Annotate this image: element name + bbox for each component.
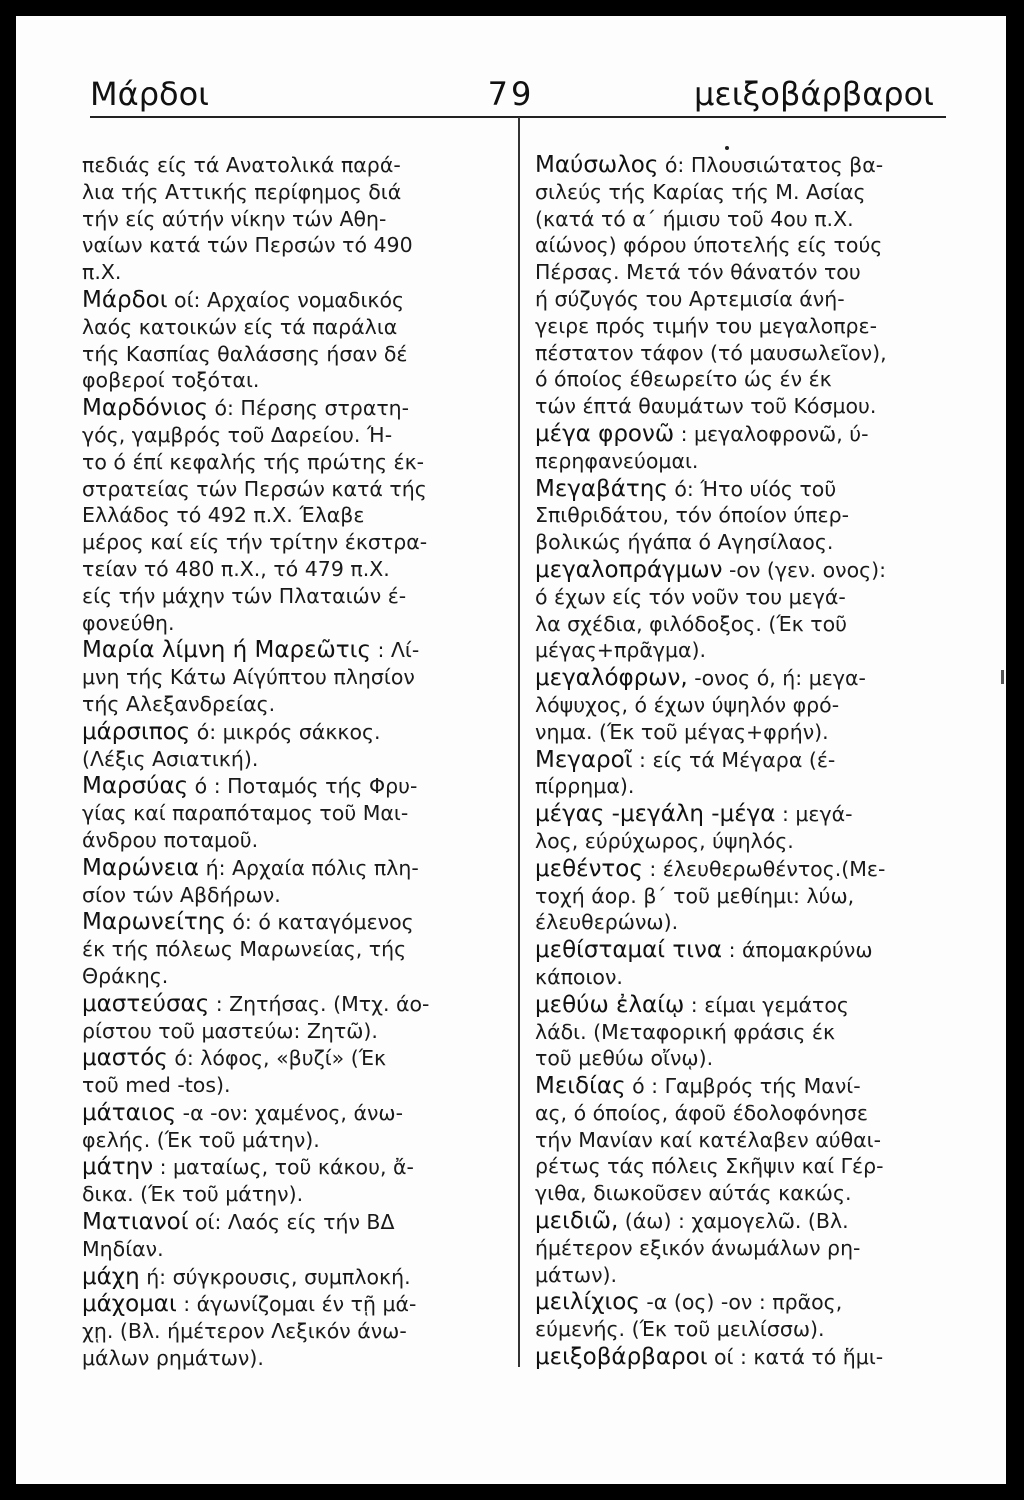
right-guide-word: μειξοβάρβαροι [694, 75, 934, 113]
entry-line [535, 637, 947, 664]
entry-line [535, 1045, 947, 1072]
entry-text: ό όποίος έθεωρείτο ώς έν έκ [535, 367, 832, 392]
dictionary-entry [535, 801, 947, 855]
entry-headword: Μαρωνείτης [82, 909, 226, 936]
entry-line [535, 665, 947, 692]
dictionary-entry [82, 152, 502, 286]
entry-text: π.Χ. [82, 260, 122, 285]
entry-text: γιθα, διωκοῦσεν αύτάς κακώς. [535, 1181, 852, 1206]
entry-text: -ονος ό, ή: μεγα- [687, 666, 866, 691]
entry-line [535, 206, 947, 233]
entry-line [535, 828, 947, 855]
entry-text: είς τήν μάχην τών Πλαταιών έ- [82, 583, 407, 608]
margin-tick [1001, 670, 1004, 684]
entry-text: ήμέτερον εξικόν άνωμάλων ρη- [535, 1235, 861, 1260]
dictionary-entry [82, 1209, 502, 1263]
entry-text: δικα. (Έκ τοῦ μάτην). [82, 1182, 304, 1207]
entry-line [82, 719, 502, 746]
entry-line [535, 719, 947, 746]
entry-line [82, 773, 502, 800]
entry-line [82, 1100, 502, 1127]
entry-text: ό έχων είς τόν νοῦν του μεγά- [535, 584, 846, 609]
entry-line [535, 1262, 947, 1289]
entry-line [82, 529, 502, 556]
dictionary-entry [535, 937, 947, 991]
entry-text: λόψυχος, ό έχων ύψηλόν φρό- [535, 692, 840, 717]
entry-line [535, 992, 947, 1019]
entry-text: (κατά τό α΄ ήμισυ τοῦ 4ου π.Χ. [535, 206, 854, 231]
entry-text: ό: ό καταγόμενος [225, 910, 414, 935]
entry-line [82, 637, 502, 664]
dictionary-entry [82, 1154, 502, 1208]
entry-line [82, 882, 502, 909]
entry-headword: μέγας -μεγάλη -μέγα [535, 801, 776, 828]
entry-text: βολικώς ήγάπα ό Αγησίλαος. [535, 530, 834, 555]
entry-line [535, 529, 947, 556]
entry-line [82, 259, 502, 286]
entry-line [82, 1236, 502, 1263]
entry-line [82, 1209, 502, 1236]
entry-line [82, 610, 502, 637]
entry-text: κάποιον. [535, 964, 623, 989]
running-header [16, 74, 1006, 118]
left-column [82, 152, 502, 1373]
entry-text: μάτων). [535, 1262, 618, 1287]
dictionary-entry [535, 421, 947, 475]
entry-line [82, 232, 502, 259]
entry-line [535, 340, 947, 367]
entry-line [82, 341, 502, 368]
dictionary-entry [82, 1100, 502, 1154]
entry-line [535, 1316, 947, 1343]
dictionary-entry [535, 747, 947, 801]
entry-line [82, 1345, 502, 1372]
entry-line [535, 366, 947, 393]
dictionary-entry [82, 1264, 502, 1291]
entry-text: γίας καί παραπόταμος τοῦ Μαι- [82, 801, 409, 826]
entry-text: ρίστου τοῦ μαστεύω: Ζητῶ). [82, 1018, 378, 1043]
entry-line [535, 964, 947, 991]
entry-line [535, 1153, 947, 1180]
entry-line [82, 1291, 502, 1318]
entry-text: ό : Ποταμός τής Φρυ- [188, 774, 418, 799]
entry-line [535, 421, 947, 448]
right-column [535, 152, 947, 1372]
entry-line [82, 502, 502, 529]
entry-text: ναίων κατά τών Περσών τό 490 [82, 233, 413, 258]
entry-headword: μεγαλόφρων, [535, 665, 688, 692]
entry-headword: μειδιῶ, [535, 1208, 619, 1235]
entry-text: : άπομακρύνω [722, 938, 873, 963]
entry-line [82, 314, 502, 341]
entry-line [535, 801, 947, 828]
entry-headword: μεθέντος [535, 855, 643, 882]
entry-line [535, 1019, 947, 1046]
entry-text: περηφανεύομαι. [535, 448, 699, 473]
entry-text: σιλεύς τής Καρίας τής Μ. Ασίας [535, 179, 866, 204]
entry-text: μνη τής Κάτω Αίγύπτου πλησίον [82, 665, 415, 690]
entry-headword: μαστός [82, 1045, 168, 1072]
entry-line [535, 1208, 947, 1235]
entry-text: ό: λόφος, «βυζί» (Έκ [167, 1046, 387, 1071]
entry-line [82, 1072, 502, 1099]
entry-text: Θράκης. [82, 963, 169, 988]
entry-text: : μεγαλοφρονῶ, ύ- [674, 421, 869, 446]
dictionary-entry [82, 991, 502, 1045]
entry-text: οί: Αρχαίος νομαδικός [167, 287, 405, 312]
entry-line [535, 692, 947, 719]
entry-text: ας, ό όποίος, άφοῦ έδολοφόνησε [535, 1100, 868, 1125]
entry-text: ό: Πέρσης στρατη- [207, 396, 410, 421]
dictionary-entry [535, 1208, 947, 1288]
entry-text: ρέτως τάς πόλεις Σκῆψιν καί Γέρ- [535, 1154, 884, 1179]
entry-text: τοῦ μεθύω οἴνῳ). [535, 1046, 714, 1071]
entry-text: ό: Πλουσιώτατος βα- [658, 153, 884, 177]
entry-line [535, 476, 947, 503]
entry-line [535, 883, 947, 910]
dictionary-entry [82, 909, 502, 989]
entry-text: γειρε πρός τιμήν του μεγαλοπρε- [535, 313, 878, 338]
entry-line [535, 179, 947, 206]
entry-headword: Μειδίας [535, 1073, 626, 1100]
dictionary-entry [535, 856, 947, 936]
entry-line [535, 313, 947, 340]
dictionary-entry [535, 1344, 947, 1371]
entry-line [535, 773, 947, 800]
entry-headword: Μαρώνεια [82, 854, 200, 881]
entry-headword: μεθίσταμαί τινα [535, 937, 723, 964]
entry-text: χῃ. (Βλ. ήμέτερον Λεξικόν άνω- [82, 1319, 407, 1344]
entry-text: φονεύθη. [82, 610, 175, 635]
entry-text: φοβεροί τοξόται. [82, 368, 260, 393]
entry-text: λα σχέδια, φιλόδοξος. (Έκ τοῦ [535, 611, 847, 636]
entry-headword: μάχομαι [82, 1291, 177, 1318]
entry-text: αίώνος) φόρου ύποτελής είς τούς [535, 233, 883, 258]
entry-headword: Μαρσύας [82, 773, 189, 800]
entry-line [535, 1344, 947, 1371]
entry-headword: μεθύω ἐλαίῳ [535, 991, 685, 1018]
entry-text: : είς τά Μέγαρα (έ- [632, 747, 836, 772]
entry-text: ό: μικρός σάκκος. [190, 719, 381, 744]
entry-headword: Ματιανοί [82, 1209, 189, 1236]
entry-line [82, 152, 502, 179]
entry-headword: Μεγαβάτης [535, 475, 668, 502]
entry-line [82, 1045, 502, 1072]
entry-line [535, 1235, 947, 1262]
entry-text: Ελλάδος τό 492 π.Χ. Έλαβε [82, 503, 365, 528]
entry-line [535, 557, 947, 584]
dictionary-entry [82, 287, 502, 394]
entry-line [82, 422, 502, 449]
entry-text: (άω) : χαμογελῶ. (Βλ. [618, 1209, 849, 1234]
dictionary-entry [82, 719, 502, 773]
entry-headword: μεγαλοπράγμων [535, 556, 723, 583]
entry-line [535, 232, 947, 259]
entry-text: ή: Αρχαία πόλις πλη- [199, 855, 419, 880]
dictionary-entry [535, 1289, 947, 1343]
entry-line [535, 259, 947, 286]
dictionary-entry [535, 992, 947, 1072]
entry-text: λος, εύρύχωρος, ύψηλός. [535, 828, 794, 853]
entry-line [535, 448, 947, 475]
entry-text: -α -ον: χαμένος, άνω- [176, 1100, 403, 1125]
entry-text: έκ τής πόλεως Μαρωνείας, τής [82, 937, 407, 962]
entry-text: ή: σύγκρουσις, συμπλοκή. [139, 1264, 411, 1289]
entry-text: μέγας+πρᾶγμα). [535, 638, 707, 663]
entry-headword: Μάρδοι [82, 286, 168, 313]
entry-line [82, 449, 502, 476]
entry-line [82, 367, 502, 394]
dictionary-page [16, 16, 1006, 1484]
entry-text: οί : κατά τό ἥμι- [707, 1345, 884, 1370]
entry-headword: Μαρδόνιος [82, 395, 208, 422]
entry-line [535, 1289, 947, 1316]
entry-line [82, 1127, 502, 1154]
entry-line [82, 1154, 502, 1181]
print-dot [725, 146, 729, 150]
entry-line [535, 393, 947, 420]
entry-text: φελής. (Έκ τοῦ μάτην). [82, 1127, 320, 1152]
dictionary-entry [535, 665, 947, 745]
entry-text: (Λέξις Ασιατική). [82, 746, 259, 771]
entry-headword: μάχη [82, 1263, 140, 1290]
entry-headword: μάτην [82, 1154, 154, 1181]
entry-text: λια τής Αττικής περίφημος διά [82, 179, 402, 204]
entry-text: ή σύζυγός του Αρτεμισία άνή- [535, 286, 845, 311]
entry-text: άνδρου ποταμοῦ. [82, 827, 259, 852]
entry-text: Πέρσας. Μετά τόν θάνατόν του [535, 260, 861, 285]
entry-text: τείαν τό 480 π.Χ., τό 479 π.Χ. [82, 556, 390, 581]
entry-text: τοχή άορ. β΄ τοῦ μεθίημι: λύω, [535, 883, 855, 908]
entry-text: έλευθερώνω). [535, 910, 679, 935]
dictionary-entry [535, 557, 947, 664]
dictionary-entry [535, 1073, 947, 1207]
entry-text: τήν Μανίαν καί κατέλαβεν αύθαι- [535, 1127, 881, 1152]
entry-line [535, 1073, 947, 1100]
entry-headword: μάταιος [82, 1099, 177, 1126]
entry-line [82, 963, 502, 990]
entry-text: τής Κασπίας θαλάσσης ήσαν δέ [82, 341, 408, 366]
entry-headword: μάρσιπος [82, 718, 191, 745]
entry-line [82, 1264, 502, 1291]
page-number: 79 [487, 75, 535, 113]
left-guide-word: Μάρδοι [90, 75, 209, 113]
entry-line [82, 664, 502, 691]
entry-line [535, 909, 947, 936]
entry-text: μέρος καί είς τήν τρίτην έκστρα- [82, 530, 428, 555]
entry-text: τής Αλεξανδρείας. [82, 691, 276, 716]
entry-text: -ον (γεν. ονος): [722, 557, 887, 582]
dictionary-entry [535, 152, 947, 420]
entry-line [82, 909, 502, 936]
entry-text: σίον τών Αβδήρων. [82, 882, 281, 907]
entry-text: : έλευθερωθέντος.(Με- [642, 856, 886, 881]
entry-line [82, 855, 502, 882]
entry-line [535, 584, 947, 611]
entry-text: πίρρημα). [535, 774, 635, 799]
entry-text: τών έπτά θαυμάτων τοῦ Κόσμου. [535, 394, 877, 419]
entry-headword: μειξοβάρβαροι [535, 1344, 708, 1371]
entry-line [82, 476, 502, 503]
entry-text: πεδιάς είς τά Ανατολικά παρά- [82, 153, 401, 177]
column-divider [518, 117, 520, 1367]
entry-line [535, 856, 947, 883]
entry-line [82, 827, 502, 854]
dictionary-entry [82, 395, 502, 636]
dictionary-entry [535, 476, 947, 556]
entry-line [535, 937, 947, 964]
entry-text: νημα. (Έκ τοῦ μέγας+φρήν). [535, 719, 829, 744]
dictionary-entry [82, 773, 502, 853]
entry-text: : είμαι γεμάτος [684, 992, 849, 1017]
entry-line [535, 502, 947, 529]
entry-line [82, 1318, 502, 1345]
entry-line [82, 556, 502, 583]
entry-line [535, 611, 947, 638]
entry-headword: μειλίχιος [535, 1289, 640, 1316]
entry-line [82, 583, 502, 610]
dictionary-entry [82, 1291, 502, 1371]
entry-text: οί: Λαός είς τήν ΒΔ [188, 1210, 395, 1235]
entry-text: πέστατον τάφον (τό μαυσωλεῖον), [535, 340, 887, 365]
entry-line [82, 206, 502, 233]
entry-text: : ματαίως, τοῦ κάκου, ἄ- [153, 1155, 414, 1180]
dictionary-entry [82, 637, 502, 717]
entry-line [82, 746, 502, 773]
entry-text: Σπιθριδάτου, τόν όποίον ύπερ- [535, 503, 849, 528]
dictionary-entry [82, 1045, 502, 1099]
entry-line [82, 1018, 502, 1045]
entry-line [82, 991, 502, 1018]
entry-text: μάλων ρημάτων). [82, 1346, 264, 1371]
entry-text: τήν είς αύτήν νίκην τών Αθη- [82, 206, 387, 231]
entry-text: το ό έπί κεφαλής τής πρώτης έκ- [82, 449, 425, 474]
entry-line [535, 1127, 947, 1154]
entry-line [82, 1181, 502, 1208]
entry-text: : μεγά- [775, 802, 853, 827]
entry-text: λάδι. (Μεταφορική φράσις έκ [535, 1019, 836, 1044]
entry-headword: μέγα φρονῶ [535, 420, 675, 447]
entry-text: : Ζητήσας. (Μτχ. άο- [209, 991, 430, 1016]
entry-text: ό: Ήτο υίός τοῦ [667, 476, 837, 501]
entry-headword: Μαύσωλος [535, 152, 659, 178]
entry-headword: Μεγαροῖ [535, 746, 633, 773]
entry-text: στρατείας τών Περσών κατά τής [82, 476, 427, 501]
entry-line [535, 747, 947, 774]
entry-text: εύμενής. (Έκ τοῦ μειλίσσω). [535, 1317, 825, 1342]
entry-text: -α (ος) -ον : πρᾶος, [639, 1290, 843, 1315]
entry-line [535, 152, 947, 179]
entry-line [82, 691, 502, 718]
entry-text: Μηδίαν. [82, 1236, 164, 1261]
entry-line [82, 287, 502, 314]
entry-text: ό : Γαμβρός τής Μανί- [625, 1074, 861, 1099]
entry-text: τοῦ med -tos). [82, 1073, 231, 1098]
entry-line [82, 395, 502, 422]
entry-line [535, 286, 947, 313]
entry-line [82, 800, 502, 827]
entry-text: : Λί- [370, 638, 420, 663]
entry-line [82, 179, 502, 206]
entry-line [535, 1100, 947, 1127]
entry-line [535, 1180, 947, 1207]
entry-text: : άγωνίζομαι έν τῇ μά- [176, 1292, 417, 1317]
entry-headword: μαστεύσας [82, 990, 210, 1017]
entry-headword: Μαρία λίμνη ή Μαρεῶτις [82, 637, 371, 664]
entry-text: λαός κατοικών είς τά παράλια [82, 314, 398, 339]
entry-text: γός, γαμβρός τοῦ Δαρείου. Ή- [82, 422, 393, 447]
dictionary-entry [82, 855, 502, 909]
entry-line [82, 936, 502, 963]
